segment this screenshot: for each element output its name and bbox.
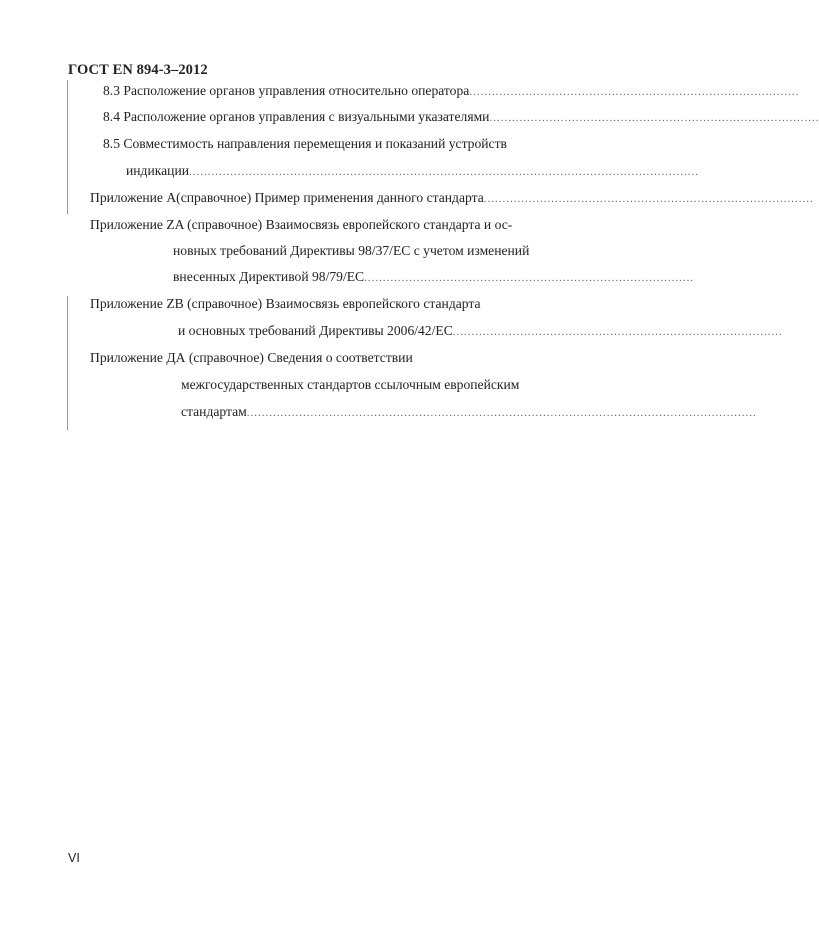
dot-leader: ........................................................................................ (469, 86, 800, 98)
toc-line: Приложение А(справочное) Пример применения данного стандарта ........................................................................................ (90, 190, 814, 205)
toc-line: 8.4 Расположение органов управления с визуальными указателями ........................................................................................ (103, 109, 819, 124)
dot-leader: ........................................................................................ (483, 193, 814, 205)
dot-leader: ........................................................................................ (489, 112, 819, 124)
toc-line: Приложение ДА (справочное) Сведения о соответствии (90, 350, 413, 365)
dot-leader: ........................................................................................................................................ (246, 407, 757, 419)
toc-line: индикации ........................................................................................................................................ (126, 163, 699, 178)
dot-leader: ........................................................................................................................................ (189, 166, 699, 178)
dot-leader: ........................................................................................ (364, 272, 695, 284)
toc-line: Приложение ZB (справочное) Взаимосвязь европейского стандарта (90, 296, 481, 311)
toc-line: новных требований Директивы 98/37/EC с учетом изменений (173, 243, 530, 258)
toc-line: 8.3 Расположение органов управления относительно оператора ........................................................................................ (103, 83, 800, 98)
margin-rule (67, 296, 68, 430)
toc-line: межгосударственных стандартов ссылочным европейским (181, 377, 520, 392)
page-number: VI (68, 851, 80, 865)
margin-rule (67, 80, 68, 214)
page-header: ГОСТ EN 894-3–2012 (68, 62, 208, 78)
toc-line: внесенных Директивой 98/79/EC ........................................................................................ (173, 269, 695, 284)
toc-line: стандартам ........................................................................................................................................ (181, 404, 757, 419)
toc-line: и основных требований Директивы 2006/42/EC ........................................................................................ (178, 323, 783, 338)
toc-line: 8.5 Совместимость направления перемещения и показаний устройств (103, 136, 507, 151)
dot-leader: ........................................................................................ (452, 326, 783, 338)
toc-line: Приложение ZA (справочное) Взаимосвязь европейского стандарта и ос- (90, 217, 513, 232)
